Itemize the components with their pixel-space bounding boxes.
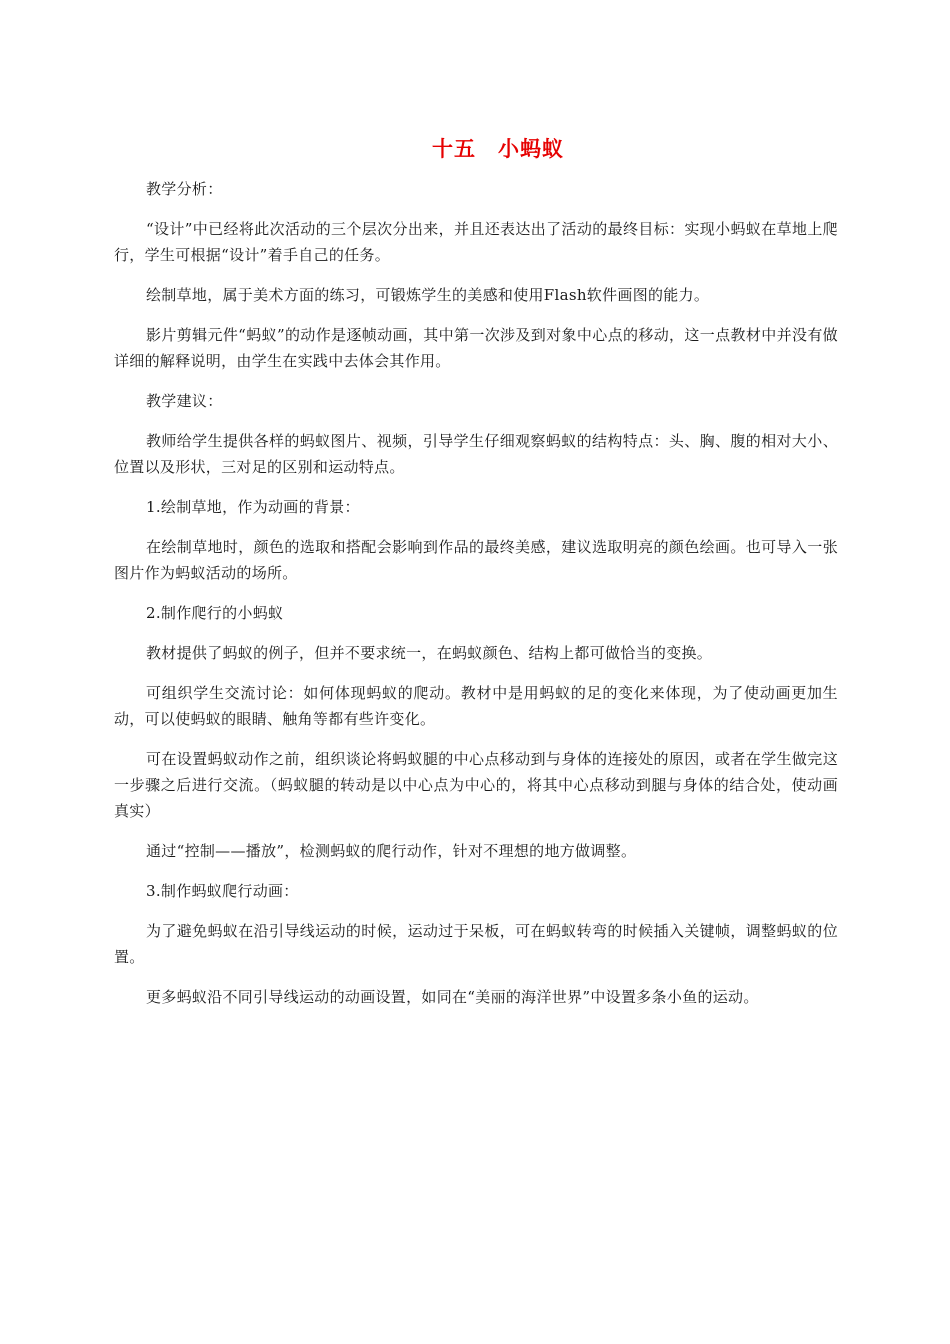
step-heading-2: 2.制作爬行的小蚂蚁 [146,604,284,622]
section-heading-analysis: 教学分析： [146,180,223,198]
page-title: 十五 小蚂蚁 [432,137,564,161]
document-body [114,176,838,1024]
paragraph: “设计”中已经将此次活动的三个层次分出来，并且还表达出了活动的最终目标：实现小蚂蚁在草地上爬行，学生可根据“设计”着手自己的任务。 [114,220,838,264]
section-heading-suggestions: 教学建议： [146,392,223,410]
paragraph: 在绘制草地时，颜色的选取和搭配会影响到作品的最终美感，建议选取明亮的颜色绘画。也可导入一张图片作为蚂蚁活动的场所。 [114,538,838,582]
paragraph: 影片剪辑元件“蚂蚁”的动作是逐帧动画，其中第一次涉及到对象中心点的移动，这一点教材中并没有做详细的解释说明，由学生在实践中去体会其作用。 [114,326,838,370]
paragraph: 可在设置蚂蚁动作之前，组织谈论将蚂蚁腿的中心点移动到与身体的连接处的原因，或者在学生做完这一步骤之后进行交流。（蚂蚁腿的转动是以中心点为中心的，将其中心点移动到腿与身体的结合处，使动画真实） [114,750,838,820]
step-heading-1: 1.绘制草地，作为动画的背景： [146,498,360,516]
paragraph: 可组织学生交流讨论：如何体现蚂蚁的爬动。教材中是用蚂蚁的足的变化来体现，为了使动画更加生动，可以使蚂蚁的眼睛、触角等都有些许变化。 [114,684,838,728]
paragraph: 为了避免蚂蚁在沿引导线运动的时候，运动过于呆板，可在蚂蚁转弯的时候插入关键帧，调整蚂蚁的位置。 [114,922,838,966]
paragraph: 绘制草地，属于美术方面的练习，可锻炼学生的美感和使用Flash软件画图的能力。 [146,286,710,304]
step-heading-3: 3.制作蚂蚁爬行动画： [146,882,299,900]
paragraph: 教材提供了蚂蚁的例子，但并不要求统一，在蚂蚁颜色、结构上都可做恰当的变换。 [146,644,713,662]
paragraph: 教师给学生提供各样的蚂蚁图片、视频，引导学生仔细观察蚂蚁的结构特点：头、胸、腹的相对大小、位置以及形状，三对足的区别和运动特点。 [114,432,838,476]
paragraph: 通过“控制——播放”，检测蚂蚁的爬行动作，针对不理想的地方做调整。 [146,842,637,860]
paragraph: 更多蚂蚁沿不同引导线运动的动画设置，如同在“美丽的海洋世界”中设置多条小鱼的运动。 [146,988,759,1006]
